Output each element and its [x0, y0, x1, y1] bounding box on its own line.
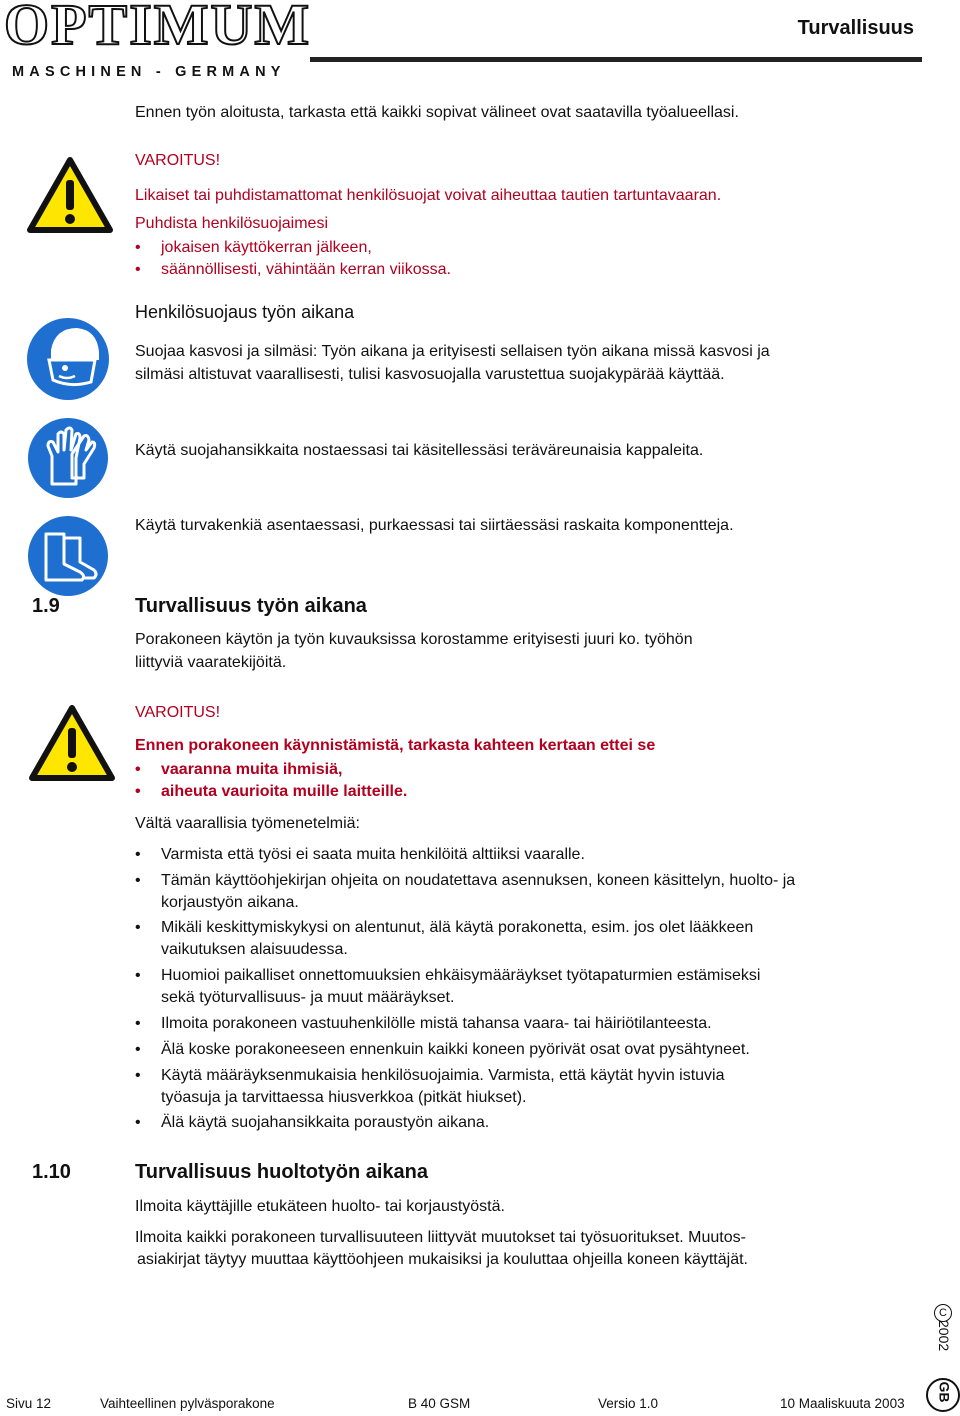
avoid-list-item-text: sekä työturvallisuus- ja muut määräykset. [161, 989, 455, 1006]
bullet: • [135, 1114, 141, 1131]
avoid-list-item-text: työasuja ja tarvittaessa hiusverkkoa (pitkät hiukset). [161, 1089, 527, 1106]
avoid-list-item-text: Älä käytä suojahansikkaita poraustyön aikana. [161, 1114, 490, 1131]
avoid-list-item-text: Ilmoita porakoneen vastuuhenkilölle mistä tahansa vaara- tai häiriötilanteesta. [161, 1015, 712, 1032]
avoid-list-item-text: Käytä määräyksenmukaisia henkilösuojaimia. Varmista, että käytät hyvin istuvia [161, 1067, 725, 1084]
section-title: Turvallisuus työn aikana [135, 595, 367, 617]
section-number: 1.10 [32, 1161, 71, 1183]
warning2-label: VAROITUS! [135, 704, 221, 721]
copyright-mark: C [934, 1304, 952, 1322]
footer-page: Sivu 12 [6, 1396, 52, 1411]
country-badge: GB [926, 1378, 960, 1412]
intro-text: Ennen työn aloitusta, tarkasta että kaikki sopivat välineet ovat saatavilla työalueellasi. [135, 104, 739, 121]
logo-wordmark: OPTIMUM [4, 0, 312, 57]
helmet-faceshield-icon [25, 316, 111, 402]
warning1-line1: Likaiset tai puhdistamattomat henkilösuojat voivat aiheuttaa tautien tartuntavaaran. [135, 187, 722, 204]
header-rule [310, 57, 922, 62]
gloves-icon [26, 416, 110, 500]
logo-tagline: MASCHINEN - GERMANY [12, 64, 286, 80]
bullet: • [135, 1015, 141, 1032]
boots-icon [26, 514, 110, 598]
avoid-list-item-text: korjaustyön aikana. [161, 894, 299, 911]
warning1-label: VAROITUS! [135, 152, 221, 169]
section110-p2-line2: asiakirjat täytyy muuttaa käyttöohjeen mukaisiksi ja kouluttaa ohjeilla koneen käyttäjät. [137, 1251, 748, 1268]
footer-model: B 40 GSM [408, 1396, 471, 1411]
face-protection-line1: Suojaa kasvosi ja silmäsi: Työn aikana ja erityisesti sellaisen työn aikana missä kasvosi ja [135, 343, 770, 360]
copyright-year: 2002 [936, 1320, 952, 1352]
avoid-list-item-text: Tämän käyttöohjekirjan ohjeita on noudatettava asennuksen, koneen käsittelyn, huolto- ja [161, 872, 796, 889]
avoid-heading: Vältä vaarallisia työmenetelmiä: [135, 815, 360, 832]
warning-icon [26, 156, 114, 234]
avoid-list-item-text: vaikutuksen alaisuudessa. [161, 941, 348, 958]
footer-date: 10 Maaliskuuta 2003 [780, 1396, 905, 1411]
bullet: • [135, 919, 141, 936]
section-number: 1.9 [32, 595, 60, 617]
warning2-line: Ennen porakoneen käynnistämistä, tarkasta kahteen kertaan ettei se [135, 737, 656, 754]
page-header-title: Turvallisuus [797, 17, 914, 39]
warning-icon [28, 704, 116, 782]
warning1-line2: Puhdista henkilösuojaimesi [135, 215, 328, 232]
gloves-text: Käytä suojahansikkaita nostaessasi tai käsitellessäsi teräväreunaisia kappaleita. [135, 442, 704, 459]
section110-p2-line1: Ilmoita kaikki porakoneen turvallisuuteen liittyvät muutokset tai työsuoritukset. Muutos- [135, 1229, 746, 1246]
boots-text: Käytä turvakenkiä asentaessasi, purkaessasi tai siirtäessäsi raskaita komponentteja. [135, 517, 734, 534]
section19-intro-line2: liittyviä vaaratekijöitä. [135, 654, 287, 671]
footer-product: Vaihteellinen pylväsporakone [100, 1396, 275, 1411]
section19-intro-line1: Porakoneen käytön ja työn kuvauksissa korostamme erityisesti juuri ko. työhön [135, 631, 693, 648]
avoid-list-item-text: Varmista että työsi ei saata muita henkilöitä alttiiksi vaaralle. [161, 846, 585, 863]
bullet: • [135, 1041, 141, 1058]
bullet: • [135, 1067, 141, 1084]
footer-version: Versio 1.0 [598, 1396, 659, 1411]
section110-p1: Ilmoita käyttäjille etukäteen huolto- tai korjaustyöstä. [135, 1198, 505, 1215]
bullet: • [135, 967, 141, 984]
ppe-heading: Henkilösuojaus työn aikana [135, 302, 355, 322]
avoid-list-item-text: Mikäli keskittymiskykysi on alentunut, älä käytä porakonetta, esim. jos olet lääkkeen [161, 919, 754, 936]
avoid-list-item-text: Älä koske porakoneeseen ennenkuin kaikki koneen pyörivät osat ovat pysähtyneet. [161, 1041, 750, 1058]
section-title: Turvallisuus huoltotyön aikana [135, 1161, 429, 1183]
bullet: • [135, 872, 141, 889]
avoid-list-item-text: Huomioi paikalliset onnettomuuksien ehkäisymääräykset työtapaturmien estämiseksi [161, 967, 761, 984]
face-protection-line2: silmäsi altistuvat vaarallisesti, tulisi kasvosuojalla varustettua suojakypärää käyttää. [135, 366, 725, 383]
bullet: • [135, 846, 141, 863]
